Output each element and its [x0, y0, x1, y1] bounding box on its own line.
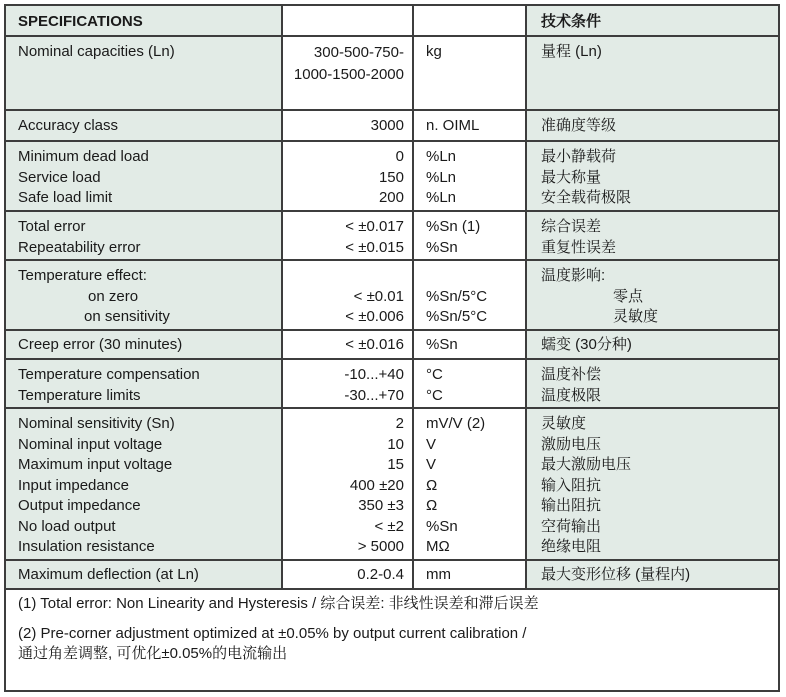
temp-effect-zero-unit: %Sn/5°C	[426, 287, 488, 305]
table-row-creep	[6, 331, 778, 360]
deflection-cn: 最大变形位移 (量程内)	[541, 566, 691, 583]
elec-unit-5: %Sn	[426, 517, 458, 535]
elec-unit-0: mV/V (2)	[426, 415, 486, 432]
loads-cn-2: 安全载荷极限	[541, 189, 632, 206]
temp-effect-zero-value: < ±0.01	[353, 287, 404, 305]
table-row-loads	[6, 142, 778, 212]
table-row-temps	[6, 360, 778, 409]
creep-value: < ±0.016	[345, 336, 404, 353]
temps-cn-1: 温度极限	[541, 386, 602, 404]
loads-value-2: 200	[378, 189, 404, 206]
temp-effect-sens-unit: %Sn/5°C	[426, 308, 488, 325]
elec-unit-1: V	[426, 435, 437, 453]
temps-unit-0: °C	[426, 366, 443, 383]
table-row-electrical	[6, 409, 778, 561]
header-chinese	[527, 6, 778, 35]
elec-unit-6: MΩ	[426, 538, 450, 555]
elec-value-6: > 5000	[357, 538, 404, 555]
elec-unit-4: Ω	[426, 497, 438, 514]
table-row-capacity	[6, 37, 778, 111]
temps-value-1: -30...+70	[344, 386, 404, 404]
loads-value-0: 0	[395, 148, 404, 165]
elec-value-5: < ±2	[374, 517, 404, 535]
elec-cn-3: 输入阻抗	[541, 476, 602, 494]
table-row-errors	[6, 212, 778, 261]
loads-cn-0: 最小静载荷	[541, 148, 617, 165]
loads-unit-1: %Ln	[426, 168, 457, 186]
header-value-col	[283, 6, 414, 35]
specifications-table	[4, 4, 780, 692]
creep-unit: %Sn	[426, 336, 458, 353]
footnotes	[6, 590, 778, 690]
loads-label-1: Service load	[18, 168, 101, 186]
deflection-value: 0.2-0.4	[357, 566, 404, 583]
elec-value-0: 2	[395, 415, 404, 432]
elec-label-5: No load output	[18, 517, 116, 535]
footnote-2-line2: 通过角差调整, 可优化±0.05%的电流输出	[18, 645, 288, 662]
capacity-label: Nominal capacities (Ln)	[18, 43, 175, 60]
capacity-cn: 量程 (Ln)	[541, 43, 602, 60]
errors-value-0: < ±0.017	[345, 218, 404, 235]
elec-label-3: Input impedance	[18, 476, 129, 494]
header-specifications-label: SPECIFICATIONS	[18, 13, 143, 30]
temp-effect-label: Temperature effect:	[18, 267, 147, 284]
elec-value-2: 15	[387, 456, 404, 473]
header-chinese-label: 技术条件	[541, 13, 602, 30]
elec-cn-2: 最大激励电压	[541, 456, 632, 473]
temps-label-0: Temperature compensation	[18, 366, 200, 383]
footnote-1: (1) Total error: Non Linearity and Hysteresis / 综合误差: 非线性误差和滞后误差	[18, 595, 539, 612]
temp-effect-sens-label: on sensitivity	[84, 308, 170, 325]
elec-value-4: 350 ±3	[358, 497, 404, 514]
temps-cn-0: 温度补偿	[541, 366, 602, 383]
errors-label-1: Repeatability error	[18, 238, 141, 256]
capacity-unit: kg	[426, 43, 442, 60]
deflection-unit: mm	[426, 566, 451, 583]
capacity-value-2: 1000-1500-2000	[293, 66, 404, 83]
table-row-deflection	[6, 561, 778, 590]
errors-label-0: Total error	[18, 218, 86, 235]
elec-cn-6: 绝缘电阻	[541, 538, 602, 555]
temps-value-0: -10...+40	[344, 366, 404, 383]
temps-unit-1: °C	[426, 386, 443, 404]
table-row-accuracy	[6, 111, 778, 142]
footnote-2-line1: (2) Pre-corner adjustment optimized at ±0.05% by output current calibration /	[18, 625, 527, 642]
header-unit-col	[414, 6, 527, 35]
accuracy-value: 3000	[370, 117, 404, 134]
temp-effect-zero-label: on zero	[88, 287, 139, 305]
elec-label-1: Nominal input voltage	[18, 435, 163, 453]
elec-label-4: Output impedance	[18, 497, 141, 514]
loads-label-2: Safe load limit	[18, 189, 113, 206]
elec-unit-3: Ω	[426, 476, 438, 494]
errors-unit-0: %Sn (1)	[426, 218, 481, 235]
table-header-row	[6, 6, 778, 37]
loads-unit-0: %Ln	[426, 148, 457, 165]
loads-unit-2: %Ln	[426, 189, 457, 206]
temps-label-1: Temperature limits	[18, 386, 141, 404]
temp-effect-sens-cn: 灵敏度	[613, 308, 659, 325]
elec-label-2: Maximum input voltage	[18, 456, 173, 473]
loads-cn-1: 最大称量	[541, 168, 602, 186]
capacity-value-1: 300-500-750-	[313, 44, 404, 61]
errors-cn-1: 重复性误差	[541, 238, 617, 256]
elec-value-1: 10	[387, 435, 404, 453]
temp-effect-cn: 温度影响:	[541, 267, 606, 284]
deflection-label: Maximum deflection (at Ln)	[18, 566, 199, 583]
accuracy-cn: 准确度等级	[541, 117, 617, 134]
errors-unit-1: %Sn	[426, 238, 458, 256]
elec-value-3: 400 ±20	[349, 476, 404, 494]
accuracy-unit: n. OIML	[426, 117, 480, 134]
loads-value-1: 150	[378, 168, 404, 186]
table-row-temp-effect	[6, 261, 778, 331]
errors-cn-0: 综合误差	[541, 218, 602, 235]
errors-value-1: < ±0.015	[345, 238, 404, 256]
temp-effect-sens-value: < ±0.006	[345, 308, 404, 325]
elec-cn-4: 输出阻抗	[541, 497, 602, 514]
elec-label-0: Nominal sensitivity (Sn)	[18, 415, 175, 432]
creep-label: Creep error (30 minutes)	[18, 336, 183, 353]
creep-cn: 蠕变 (30分种)	[541, 336, 632, 353]
elec-cn-0: 灵敏度	[541, 415, 587, 432]
loads-label-0: Minimum dead load	[18, 148, 149, 165]
elec-label-6: Insulation resistance	[18, 538, 155, 555]
temp-effect-zero-cn: 零点	[613, 287, 644, 305]
elec-unit-2: V	[426, 456, 437, 473]
elec-cn-1: 激励电压	[541, 435, 602, 453]
accuracy-label: Accuracy class	[18, 117, 119, 134]
header-specifications	[6, 6, 283, 35]
elec-cn-5: 空荷输出	[541, 517, 602, 535]
